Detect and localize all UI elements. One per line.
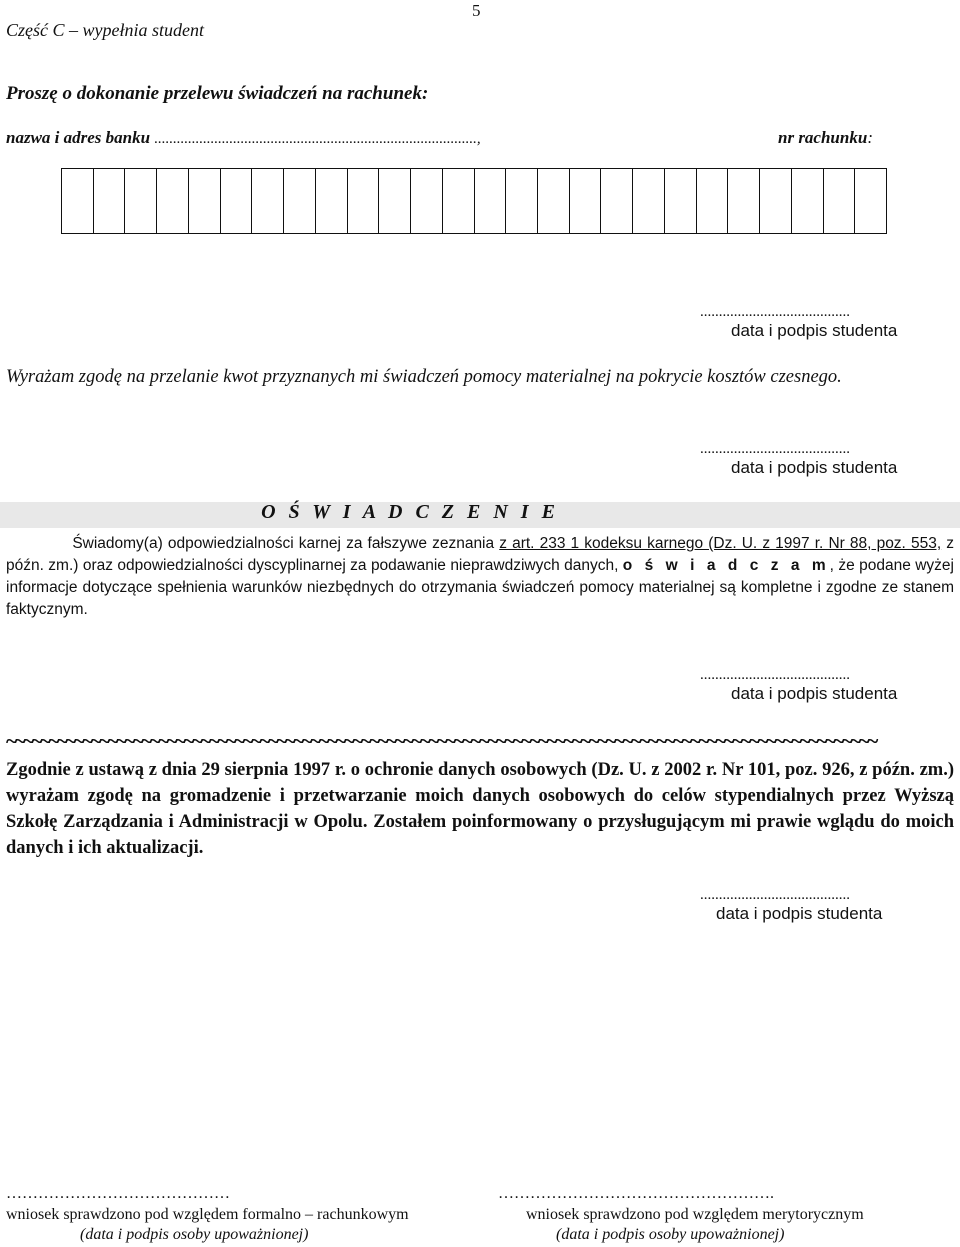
content-check-signature-line[interactable]: ……………………………………………. xyxy=(498,1185,774,1202)
account-digit-box[interactable] xyxy=(252,168,284,234)
account-digit-box[interactable] xyxy=(570,168,602,234)
section-title: Część C – wypełnia student xyxy=(6,20,204,40)
account-digit-box[interactable] xyxy=(157,168,189,234)
declaration-p2: z późn. zm.) oraz odpowiedzialności dyscyplinarnej za podawanie nieprawdziwych danych, xyxy=(6,535,954,574)
account-digit-box[interactable] xyxy=(348,168,380,234)
declaration-p1: Świadomy(a) odpowiedzialności karnej za fałszywe zeznania xyxy=(72,535,500,552)
account-digit-box[interactable] xyxy=(601,168,633,234)
account-number-label: nr rachunku: xyxy=(778,128,873,147)
account-digit-box[interactable] xyxy=(506,168,538,234)
account-digit-box[interactable] xyxy=(760,168,792,234)
account-digit-box[interactable] xyxy=(411,168,443,234)
account-digit-box[interactable] xyxy=(94,168,126,234)
account-digit-box[interactable] xyxy=(125,168,157,234)
consent-signature-caption: data i podpis studenta xyxy=(731,458,898,477)
transfer-signature-caption: data i podpis studenta xyxy=(731,321,898,340)
consent-signature-line[interactable]: ........................................ xyxy=(700,441,850,457)
transfer-heading: Proszę o dokonanie przelewu świadczeń na rachunek: xyxy=(6,83,429,104)
account-digit-box[interactable] xyxy=(189,168,221,234)
account-digit-box[interactable] xyxy=(316,168,348,234)
account-digit-box[interactable] xyxy=(697,168,729,234)
account-digit-box[interactable] xyxy=(792,168,824,234)
account-digit-box[interactable] xyxy=(443,168,475,234)
account-digit-box[interactable] xyxy=(475,168,507,234)
account-number-grid[interactable] xyxy=(61,168,887,234)
wavy-separator: ~~~~~~~~~~~~~~~~~~~~~~~~~~~~~~~~~~~~~~~~~~~~~~~~~~~~~~~~~~~~~~~~~~~~~~~~~~~~~~~~~~~~~~~~~~~~~~~~~~~~~~~ xyxy=(6,728,876,753)
formal-check-caption: (data i podpis osoby upoważnionej) xyxy=(80,1226,309,1243)
declaration-title: O Ś W I A D C Z E N I E xyxy=(261,501,559,523)
data-protection-signature-line[interactable]: ........................................ xyxy=(700,887,850,903)
account-digit-box[interactable] xyxy=(284,168,316,234)
penal-code-reference: z art. 233 1 kodeksu karnego (Dz. U. z 1997 r. Nr 88, poz. 553, xyxy=(499,535,942,552)
account-digit-box[interactable] xyxy=(379,168,411,234)
consent-statement: Wyrażam zgodę na przelanie kwot przyznanych mi świadczeń pomocy materialnej na pokrycie kosztów czesnego. xyxy=(6,367,842,387)
declaration-verb: o ś w i a d c z a m xyxy=(622,557,830,574)
account-digit-box[interactable] xyxy=(824,168,856,234)
declaration-p3: , że podane wyżej informacje dotyczące spełnienia warunków niezbędnych do otrzymania świadczeń pomocy materialnej są kompletne i zgodne ze stanem faktycznym. xyxy=(6,557,954,618)
declaration-text xyxy=(6,533,954,621)
account-digit-box[interactable] xyxy=(633,168,665,234)
formal-check-signature-line[interactable]: …………………………………… xyxy=(6,1185,230,1202)
account-digit-box[interactable] xyxy=(538,168,570,234)
account-digit-box[interactable] xyxy=(855,168,887,234)
formal-check-label: wniosek sprawdzono pod względem formalno – rachunkowym xyxy=(6,1206,409,1223)
content-check-caption: (data i podpis osoby upoważnionej) xyxy=(556,1226,785,1243)
account-digit-box[interactable] xyxy=(221,168,253,234)
bank-name-field[interactable] xyxy=(6,128,481,148)
data-protection-signature-caption: data i podpis studenta xyxy=(716,904,883,923)
transfer-signature-line[interactable]: ........................................ xyxy=(700,304,850,320)
bank-label: nazwa i adres banku xyxy=(6,128,151,147)
page-number: 5 xyxy=(472,1,481,20)
data-protection-consent: Zgodnie z ustawą z dnia 29 sierpnia 1997 r. o ochronie danych osobowych (Dz. U. z 2002 r. Nr 101, poz. 926, z późn. zm.) wyrażam zgodę na gromadzenie i przetwarzanie moich danych osobowych do celów stypendialnych przez Wyższą Szkołę Zarządzania i Administracji w Opolu. Zostałem poinformowany o przysługującym mi prawie wglądu do moich danych i ich aktualizacji. xyxy=(6,760,954,858)
account-digit-box[interactable] xyxy=(728,168,760,234)
bank-dots: ......................................................................................, xyxy=(154,131,481,147)
content-check-label: wniosek sprawdzono pod względem merytorycznym xyxy=(526,1206,864,1223)
account-digit-box[interactable] xyxy=(665,168,697,234)
declaration-signature-line[interactable]: ........................................ xyxy=(700,667,850,683)
declaration-signature-caption: data i podpis studenta xyxy=(731,684,898,703)
account-digit-box[interactable] xyxy=(62,168,94,234)
